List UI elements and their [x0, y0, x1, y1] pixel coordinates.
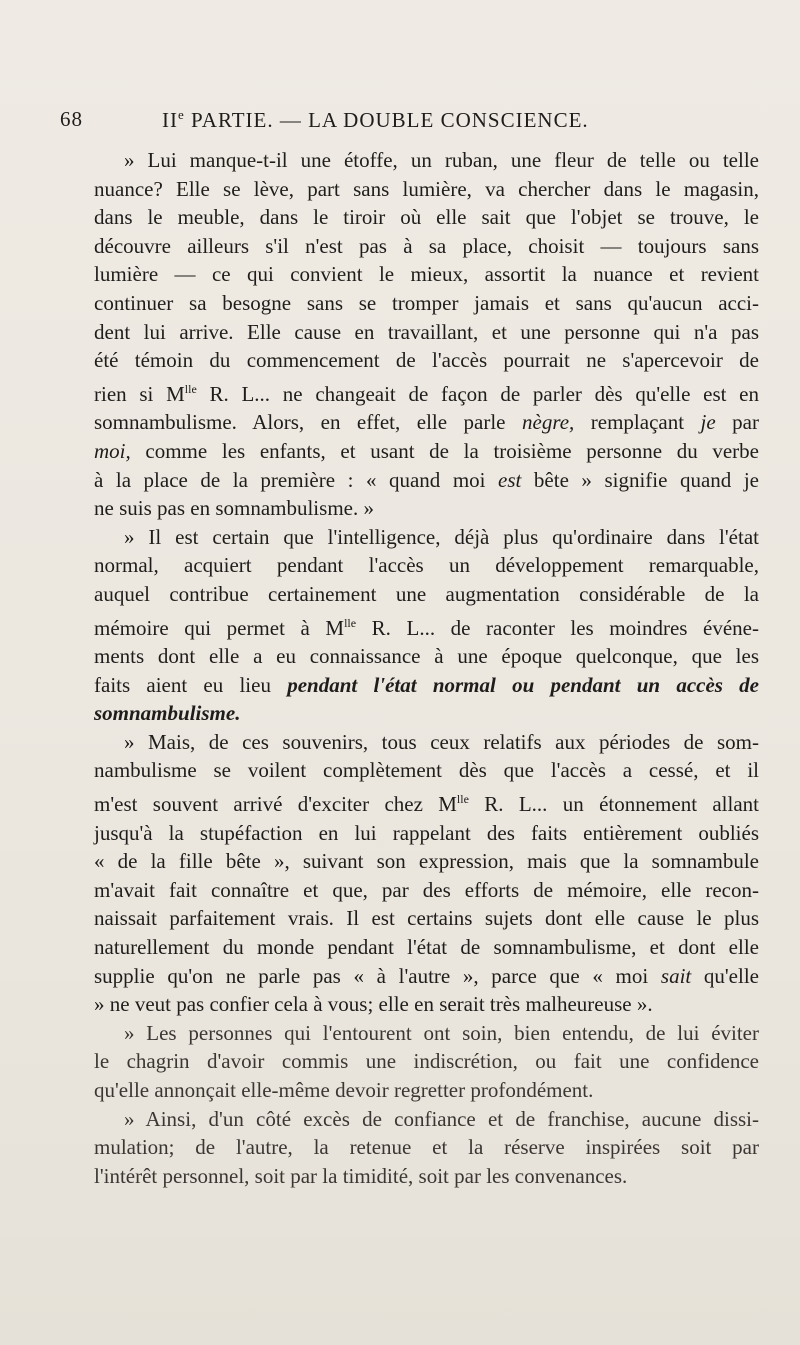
superscript: lle [456, 792, 469, 807]
text-run: » Il est certain que l'intelligence, déjà plus qu'ordinaire dans l'état [124, 524, 759, 549]
text-line [94, 289, 759, 318]
text-line [94, 551, 759, 580]
text-run: jusqu'à la stupéfaction en lui rappelant des faits entièrement oubliés [94, 820, 759, 845]
text-run: qu'elle [691, 963, 759, 988]
text-line [94, 203, 759, 232]
text-line [94, 962, 759, 991]
page-header [60, 107, 760, 133]
text-line [94, 671, 759, 700]
body-text [94, 146, 759, 1190]
text-run: R. L... ne changeait de façon de parler dès qu'elle est en [196, 381, 760, 406]
running-title [162, 107, 589, 133]
text-run: m'est souvent arrivé d'exciter chez M [94, 792, 457, 817]
superscript: lle [184, 381, 197, 396]
text-run: ments dont elle a eu connaissance à une époque quelconque, que les [94, 644, 759, 669]
text-run: » ne veut pas confier cela à vous; elle en serait très malheureuse ». [94, 992, 653, 1017]
text-run: R. L... un étonnement allant [468, 792, 760, 817]
text-run: dans le meuble, dans le tiroir où elle sait que l'objet se trouve, le [94, 205, 759, 230]
text-run: bête » signifie quand je [521, 467, 759, 492]
text-line [94, 904, 759, 933]
text-run: supplie qu'on ne parle pas « à l'autre », parce que « moi [94, 963, 661, 988]
text-run: faits aient eu lieu [94, 672, 288, 697]
italic-run: nègre, [522, 410, 575, 435]
text-line [94, 466, 759, 495]
text-run: » Les personnes qui l'entourent ont soin, bien entendu, de lui éviter [124, 1020, 759, 1045]
text-run: naturellement du monde pendant l'état de somnambulisme, et dont elle [94, 935, 759, 960]
text-line [94, 146, 759, 175]
text-line [94, 609, 759, 643]
text-run: dent lui arrive. Elle cause en travaillant, et une personne qui n'a pas [94, 319, 759, 344]
italic-run: pendant l'état normal ou pendant un accès de [287, 672, 760, 697]
text-run: remplaçant [574, 410, 701, 435]
text-run: le chagrin d'avoir commis une indiscrétion, ou fait une confidence [94, 1049, 759, 1074]
text-run: mulation; de l'autre, la retenue et la réserve inspirées soit par [94, 1135, 759, 1160]
text-run: nambulisme se voilent complètement dès que l'accès a cessé, et il [94, 758, 759, 783]
text-run: rien si M [94, 381, 185, 406]
text-line [94, 1047, 759, 1076]
text-run: lumière — ce qui convient le mieux, assortit la nuance et revient [94, 262, 759, 287]
text-run: nuance? Elle se lève, part sans lumière, va chercher dans le magasin, [94, 176, 759, 201]
text-line [94, 1105, 759, 1134]
running-title-text: PARTIE. — LA DOUBLE CONSCIENCE. [184, 108, 589, 132]
italic-run: sait [660, 963, 692, 988]
italic-run: est [498, 467, 522, 492]
text-line [94, 642, 759, 671]
text-line [94, 408, 759, 437]
text-run: m'avait fait connaître et que, par des efforts de mémoire, elle recon- [94, 877, 759, 902]
text-line [94, 232, 759, 261]
text-line [94, 819, 759, 848]
text-run: » Ainsi, d'un côté excès de confiance et de franchise, aucune dissi- [124, 1106, 759, 1131]
text-line [94, 933, 759, 962]
text-run: comme les enfants, et usant de la troisième personne du verbe [130, 438, 759, 463]
text-run: à la place de la première : « quand moi [94, 467, 499, 492]
italic-run: moi, [94, 438, 131, 463]
superscript: lle [344, 615, 357, 630]
text-run: » Lui manque-t-il une étoffe, un ruban, une fleur de telle ou telle [124, 148, 759, 172]
text-run: continuer sa besogne sans se tromper jamais et sans qu'aucun acci- [94, 290, 759, 315]
text-line [94, 1133, 759, 1162]
text-line [94, 876, 759, 905]
text-line [94, 375, 759, 409]
italic-run: je [700, 410, 716, 435]
text-line [94, 1019, 759, 1048]
text-run: auquel contribue certainement une augmentation considérable de la [94, 581, 759, 606]
text-run: naissait parfaitement vrais. Il est certains sujets dont elle cause le plus [94, 906, 759, 931]
part-sup: e [178, 107, 185, 122]
text-run: qu'elle annonçait elle-même devoir regretter profondément. [94, 1078, 594, 1102]
text-line [94, 175, 759, 204]
text-run: somnambulisme. Alors, en effet, elle parle [94, 410, 522, 435]
text-run: découvre ailleurs s'il n'est pas à sa place, choisit — toujours sans [94, 233, 759, 258]
text-line [94, 494, 759, 523]
text-line [94, 990, 759, 1019]
text-line [94, 1076, 759, 1105]
text-line [94, 437, 759, 466]
text-run: été témoin du commencement de l'accès pourrait ne s'apercevoir de [94, 348, 759, 373]
text-line [94, 346, 759, 375]
text-run: l'intérêt personnel, soit par la timidité, soit par les convenances. [94, 1163, 628, 1188]
text-run: « de la fille bête », suivant son expression, mais que la somnambule [94, 849, 759, 874]
part-roman: II [162, 108, 178, 132]
text-line [94, 523, 759, 552]
page-number: 68 [60, 107, 83, 131]
text-line [94, 728, 759, 757]
text-line [94, 1162, 759, 1191]
text-run: mémoire qui permet à M [94, 615, 345, 640]
text-line [94, 260, 759, 289]
text-line [94, 756, 759, 785]
text-run: ne suis pas en somnambulisme. » [94, 496, 374, 521]
text-run: normal, acquiert pendant l'accès un développement remarquable, [94, 553, 759, 578]
text-line [94, 699, 759, 728]
text-line [94, 847, 759, 876]
text-run: par [715, 410, 759, 435]
italic-run: somnambulisme. [94, 701, 241, 726]
text-run: » Mais, de ces souvenirs, tous ceux relatifs aux périodes de som- [124, 729, 759, 754]
text-line [94, 580, 759, 609]
text-line [94, 318, 759, 347]
text-run: R. L... de raconter les moindres événe- [356, 615, 759, 640]
text-line [94, 785, 759, 819]
